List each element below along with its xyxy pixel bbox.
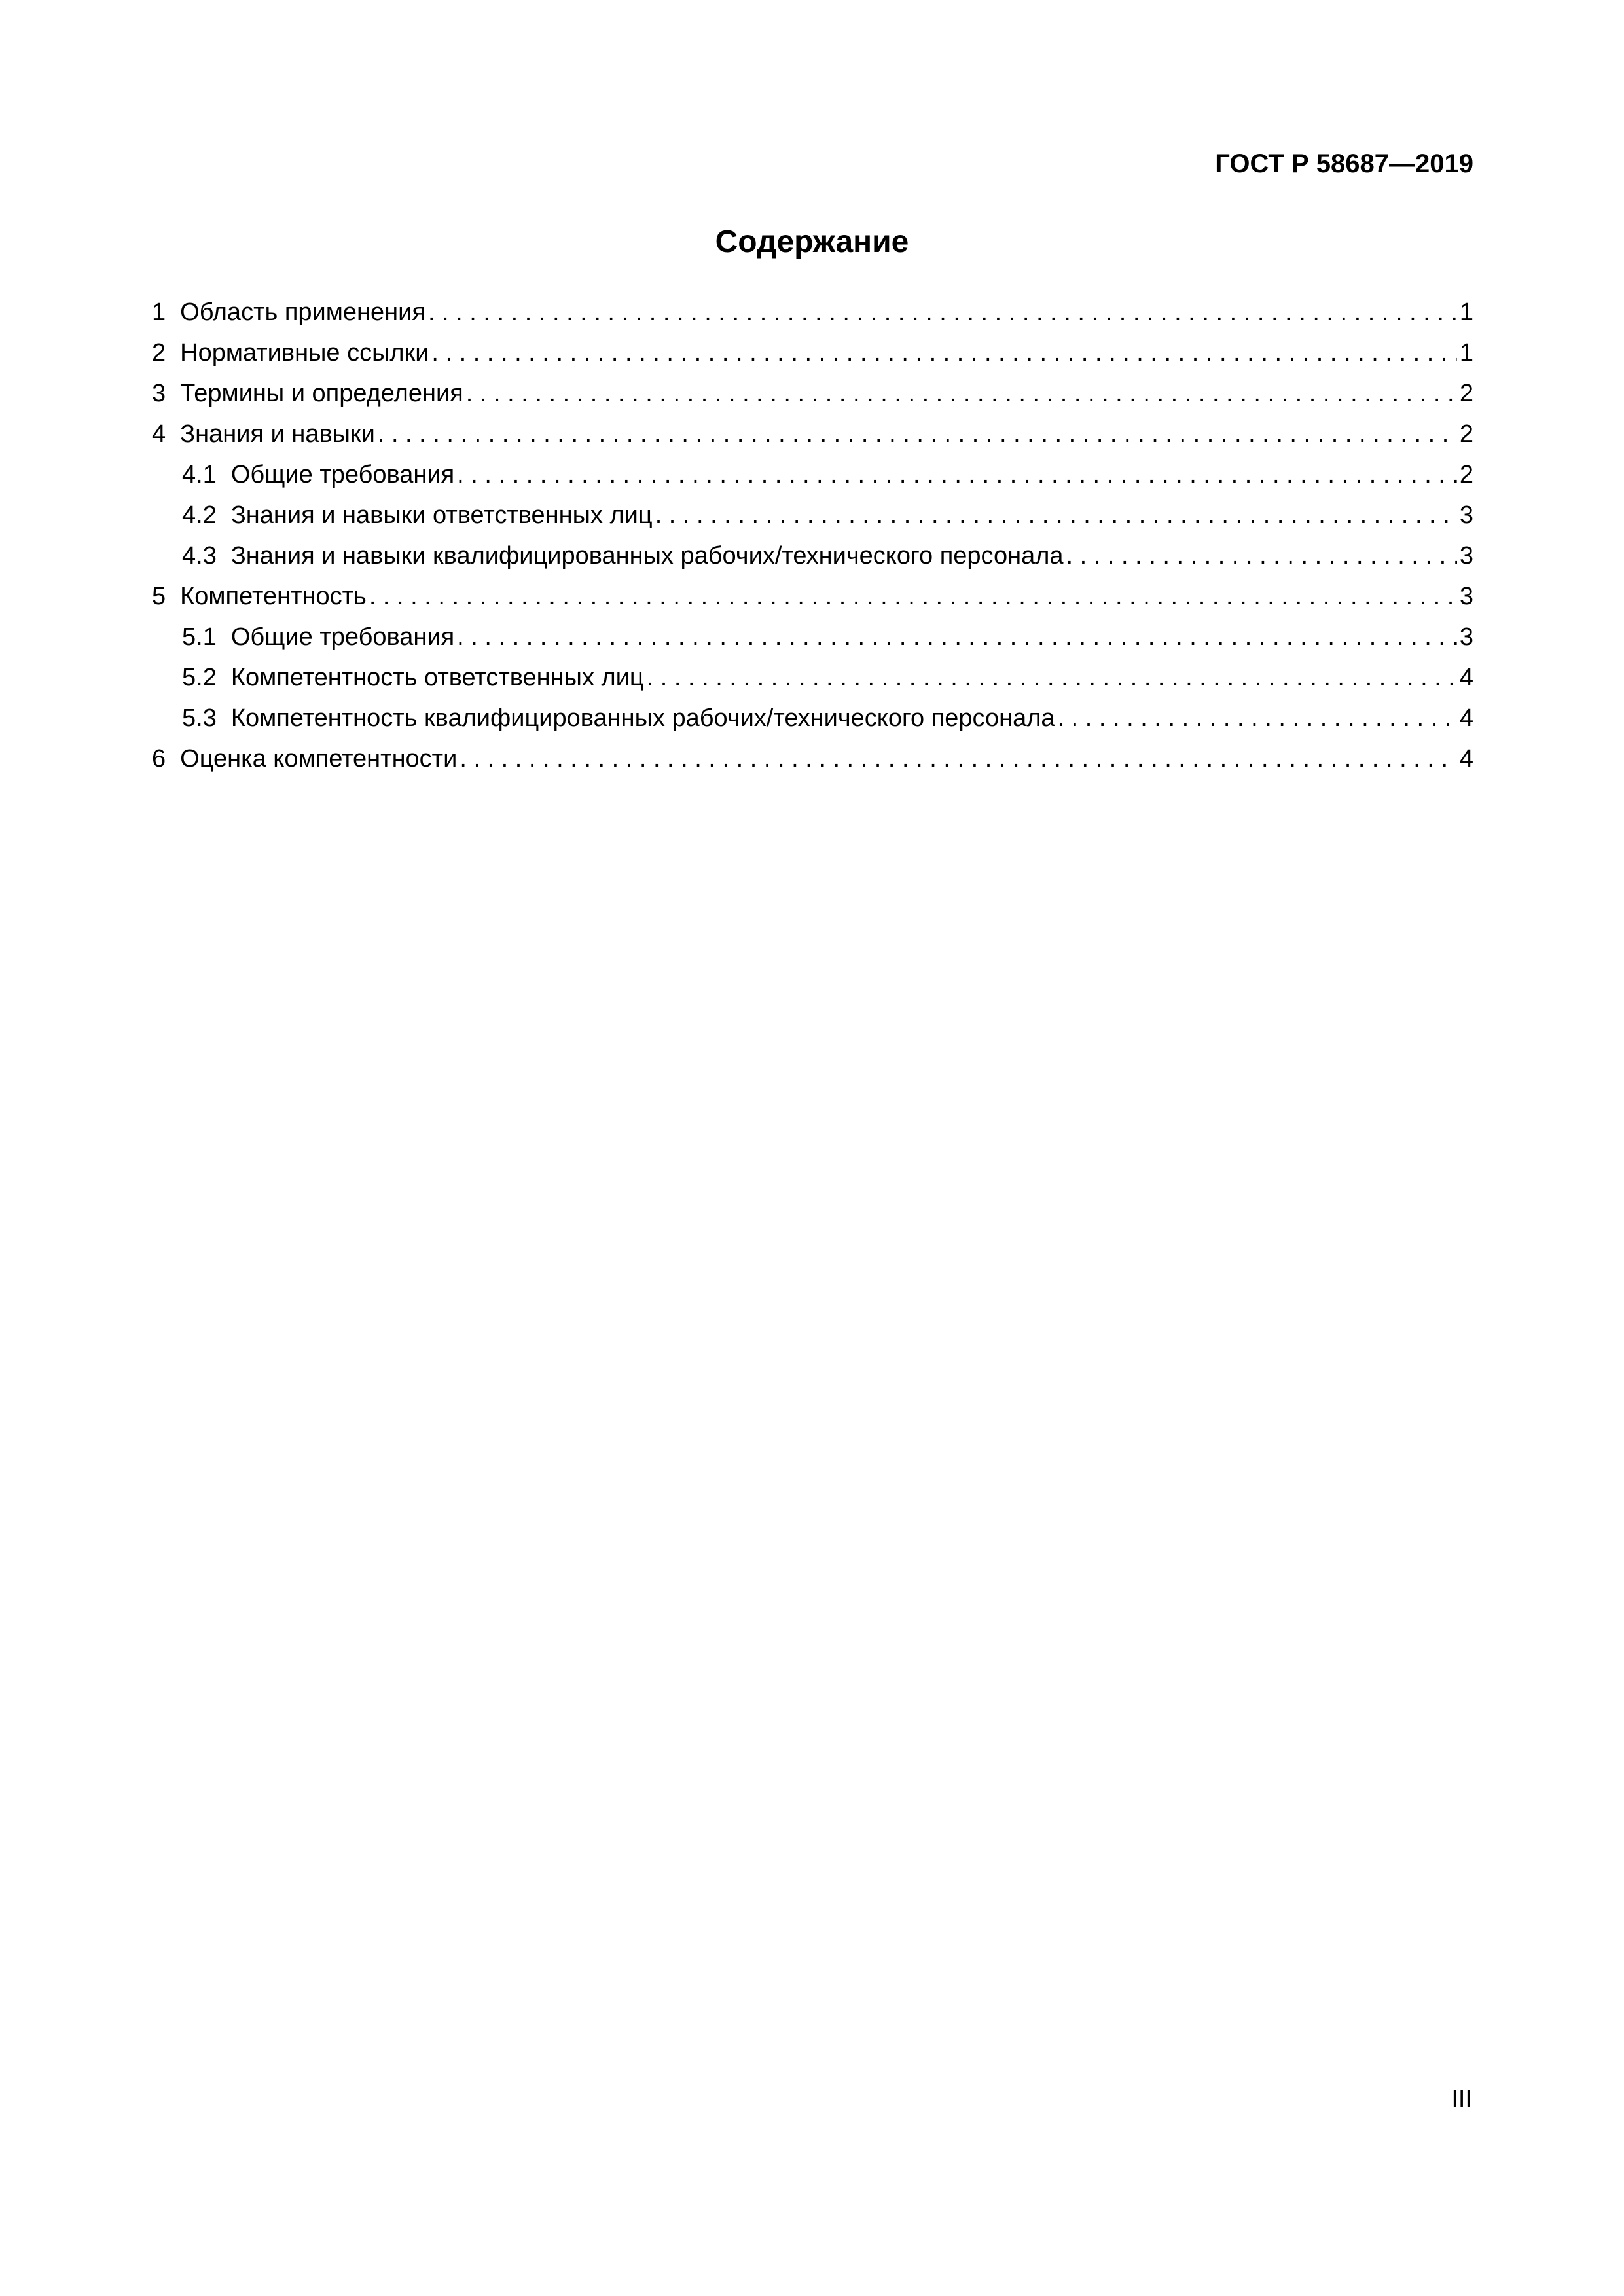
toc-entry[interactable] [152,495,1473,536]
document-code: ГОСТ Р 58687—2019 [1215,149,1473,178]
toc-entry[interactable] [152,292,1473,333]
toc-entry-number: 6 [152,745,166,773]
toc-entry-page: 2 [1459,461,1473,488]
toc-dot-leader [457,454,1457,495]
toc-entry-number: 4.2 [182,501,217,529]
toc-entry-number: 5.2 [182,664,217,691]
toc-entry-title: Компетентность ответственных лиц [230,664,644,691]
toc-dot-leader [378,414,1457,454]
toc-dot-leader [466,373,1457,414]
toc-entry[interactable] [152,333,1473,373]
toc-entry-title: Термины и определения [180,380,463,407]
toc-entry-page: 3 [1459,542,1473,570]
toc-dot-leader [1066,536,1457,576]
toc-entry[interactable] [152,738,1473,779]
toc-entry[interactable] [152,698,1473,738]
toc-entry-page: 2 [1459,420,1473,448]
toc-entry-number: 2 [152,339,166,367]
toc-entry-title: Нормативные ссылки [180,339,429,367]
toc-entry-number: 3 [152,380,166,407]
toc-entry-page: 3 [1459,583,1473,610]
toc-dot-leader [428,292,1457,333]
toc-dot-leader [457,617,1457,657]
toc-entry-title: Общие требования [230,623,455,651]
toc-entry-page: 3 [1459,623,1473,651]
toc-entry-title: Знания и навыки [180,420,375,448]
toc-entry-number: 4 [152,420,166,448]
toc-title: Содержание [715,225,909,259]
toc-entry[interactable] [152,536,1473,576]
toc-entry-page: 1 [1459,339,1473,367]
toc-entry-number: 5.3 [182,704,217,732]
toc-entry-title: Компетентность квалифицированных рабочих/технического персонала [230,704,1055,732]
toc-dot-leader [655,495,1457,536]
toc-entry-number: 4.1 [182,461,217,488]
toc-dot-leader [431,333,1456,373]
toc-entry-page: 1 [1459,299,1473,326]
toc-entry-page: 4 [1459,664,1473,691]
toc-entry[interactable] [152,576,1473,617]
toc-entry-title: Оценка компетентности [180,745,458,773]
toc-entry-number: 1 [152,299,166,326]
toc-dot-leader [460,738,1457,779]
toc-entry[interactable] [152,373,1473,414]
toc-entry-title: Знания и навыки квалифицированных рабочих/технического персонала [230,542,1064,570]
toc-dot-leader [369,576,1457,617]
toc-entry-title: Знания и навыки ответственных лиц [230,501,653,529]
page-number: III [1451,2086,1472,2113]
toc-entry-number: 5 [152,583,166,610]
table-of-contents [152,292,1473,779]
toc-entry[interactable] [152,657,1473,698]
toc-entry-title: Общие требования [230,461,455,488]
toc-entry-page: 4 [1459,745,1473,773]
toc-entry[interactable] [152,617,1473,657]
toc-entry-title: Компетентность [180,583,367,610]
toc-entry-page: 2 [1459,380,1473,407]
toc-dot-leader [1058,698,1457,738]
toc-entry[interactable] [152,454,1473,495]
toc-entry-number: 4.3 [182,542,217,570]
toc-entry-page: 3 [1459,501,1473,529]
toc-entry-title: Область применения [180,299,425,326]
toc-entry-number: 5.1 [182,623,217,651]
toc-dot-leader [647,657,1457,698]
toc-entry-page: 4 [1459,704,1473,732]
toc-entry[interactable] [152,414,1473,454]
